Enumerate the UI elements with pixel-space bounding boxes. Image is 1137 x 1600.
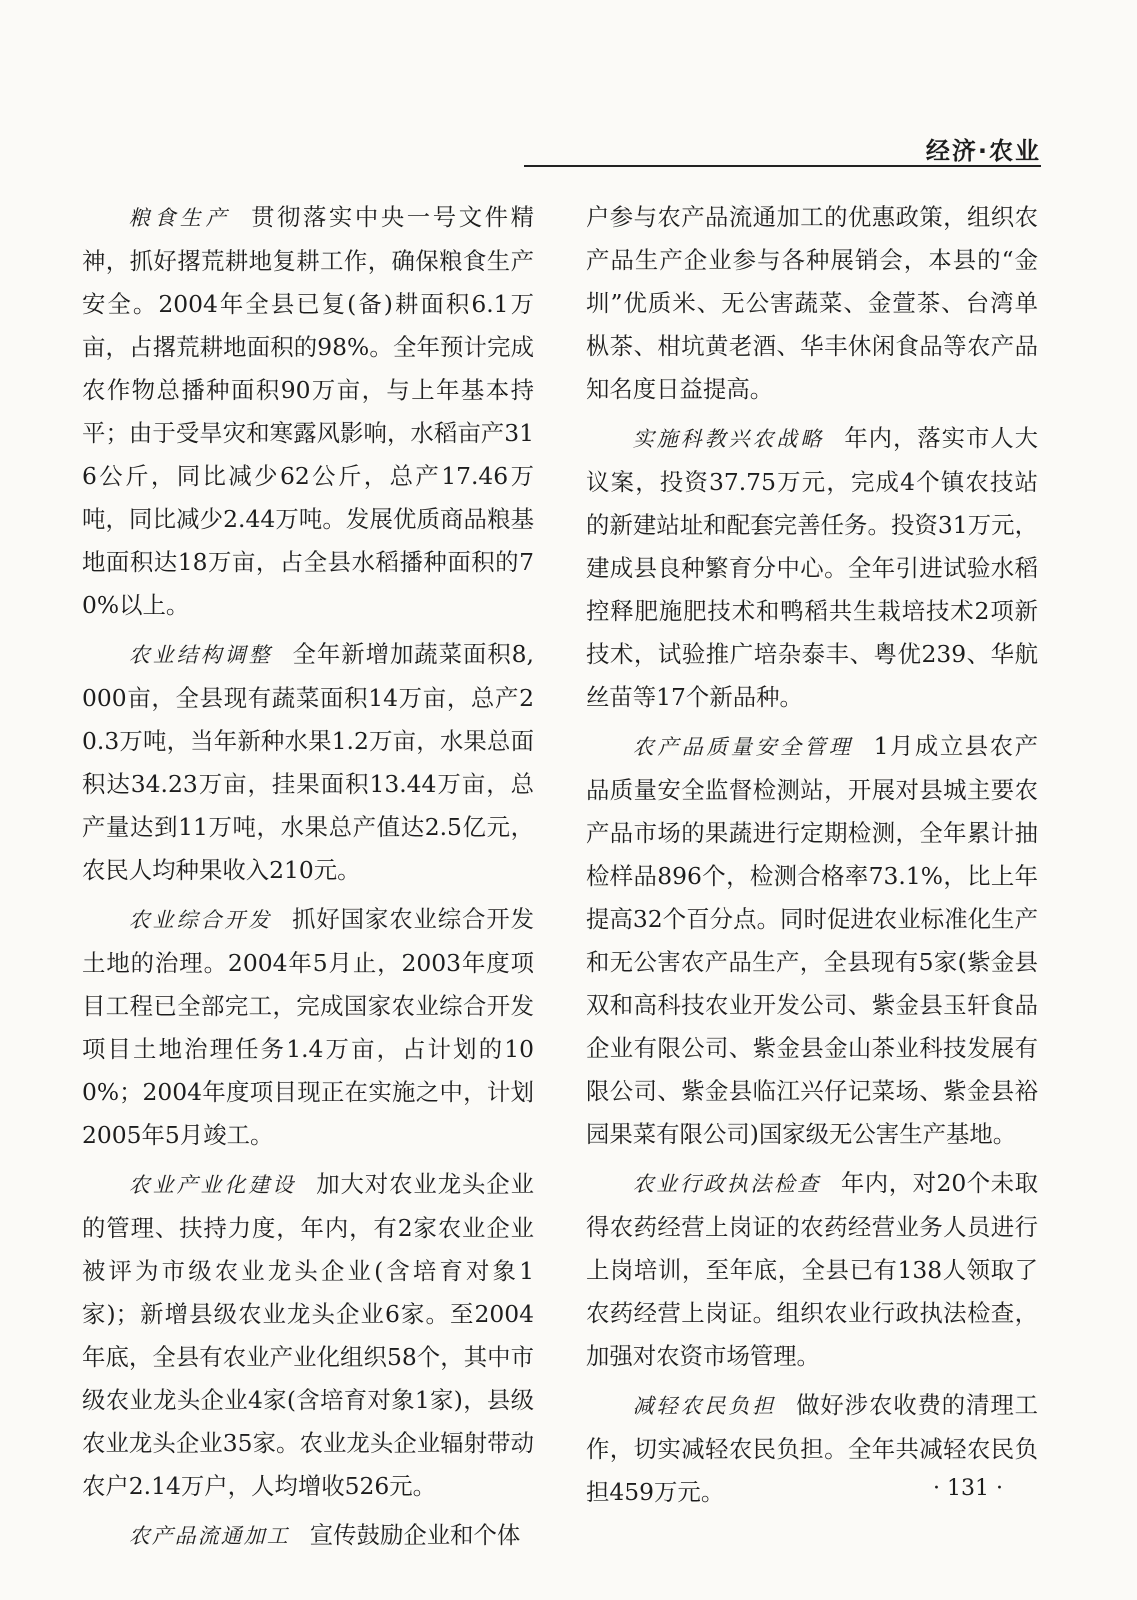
paragraph [586, 1162, 1038, 1378]
paragraph-text: 宣传鼓励企业和个体 [309, 1521, 521, 1549]
paragraph-heading: 农业结构调整 [128, 643, 273, 667]
paragraph-text: 全年新增加蔬菜面积8,000亩，全县现有蔬菜面积14万亩，总产20.3万吨，当年新种水果1.2万亩，水果总面积达34.23万亩，挂果面积13.44万亩，总产量达到11万吨，水果总产值达2.5亿元，农民人均种果收入210元。 [82, 640, 534, 884]
paragraph-heading: 减轻农民负担 [632, 1394, 777, 1418]
paragraph-text: 做好涉农收费的清理工作，切实减轻农民负担。全年共减轻农民负担459万元。 [586, 1391, 1039, 1506]
paragraph [82, 633, 534, 892]
page-number: · 131 · [933, 1476, 1003, 1501]
section-header: 经济·农业 [925, 137, 1041, 165]
paragraph-text: 年内，落实市人大议案，投资37.75万元，完成4个镇农技站的新建站址和配套完善任务。投资31万元，建成县良种繁育分中心。全年引进试验水稻控释肥施肥技术和鸭稻共生栽培技术2项新技术，试验推广培杂泰丰、粤优239、华航丝苗等17个新品种。 [586, 424, 1039, 711]
paragraph-text: 年内，对20个未取得农药经营上岗证的农药经营业务人员进行上岗培训，至年底，全县已有138人领取了农药经营上岗证。组织农业行政执法检查，加强对农资市场管理。 [586, 1169, 1038, 1370]
right-column [586, 196, 1038, 1520]
paragraph-heading: 农产品质量安全管理 [632, 735, 854, 759]
paragraph-heading: 农业产业化建设 [128, 1173, 297, 1197]
paragraph-heading: 农业综合开发 [128, 908, 273, 932]
paragraph [82, 1163, 534, 1508]
paragraph-heading: 农业行政执法检查 [632, 1172, 821, 1196]
paragraph [82, 898, 534, 1157]
paragraph [586, 725, 1038, 1156]
paragraph-heading: 实施科教兴农战略 [632, 427, 825, 451]
paragraph-text: 1月成立县农产品质量安全监督检测站，开展对县城主要农产品市场的果蔬进行定期检测，全年累计抽检样品896个，检测合格率73.1%，比上年提高32个百分点。同时促进农业标准化生产和无公害农产品生产，全县现有5家(紫金县双和高科技农业开发公司、紫金县玉轩食品企业有限公司、紫金县金山茶业科技发展有限公司、紫金县临江兴仔记菜场、紫金县裕园果菜有限公司)国家级无公害生产基地。 [586, 732, 1038, 1148]
left-column [82, 196, 534, 1564]
paragraph-continuation: 户参与农产品流通加工的优惠政策，组织农产品生产企业参与各种展销会，本县的“金圳”优质米、无公害蔬菜、金萱茶、台湾单枞茶、柑坑黄老酒、华丰休闲食品等农产品知名度日益提高。 [586, 203, 1038, 403]
paragraph-text: 抓好国家农业综合开发土地的治理。2004年5月止，2003年度项目工程已全部完工，完成国家农业综合开发项目土地治理任务1.4万亩，占计划的100%；2004年度项目现正在实施之中，计划2005年5月竣工。 [82, 905, 535, 1149]
paragraph [82, 196, 534, 627]
paragraph [82, 1514, 534, 1558]
paragraph-heading: 粮食生产 [128, 206, 232, 230]
paragraph-heading: 农产品流通加工 [128, 1524, 290, 1548]
paragraph [586, 417, 1038, 719]
header-divider [524, 165, 1041, 167]
paragraph-text: 贯彻落实中央一号文件精神，抓好撂荒耕地复耕工作，确保粮食生产安全。2004年全县已复(备)耕面积6.1万亩，占撂荒耕地面积的98%。全年预计完成农作物总播种面积90万亩，与上年基本持平；由于受旱灾和寒露风影响，水稻亩产316公斤，同比减少62公斤，总产17.46万吨，同比减少2.44万吨。发展优质商品粮基地面积达18万亩，占全县水稻播种面积的70%以上。 [82, 203, 535, 619]
paragraph-text: 加大对农业龙头企业的管理、扶持力度，年内，有2家农业企业被评为市级农业龙头企业(含培育对象1家)；新增县级农业龙头企业6家。至2004年底，全县有农业产业化组织58个，其中市级农业龙头企业4家(含培育对象1家)，县级农业龙头企业35家。农业龙头企业辐射带动农户2.14万户，人均增收526元。 [82, 1170, 535, 1500]
